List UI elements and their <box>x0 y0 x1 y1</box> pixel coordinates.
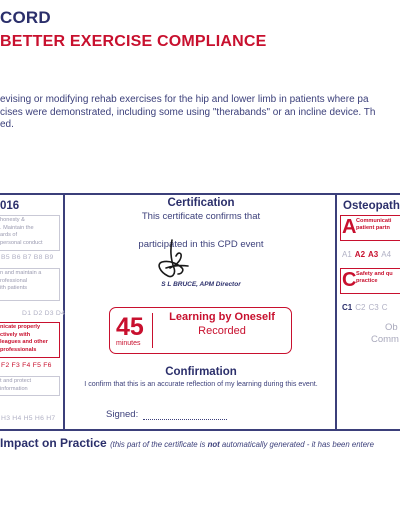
standard-code: C1 <box>342 303 353 312</box>
standard-code: H6 <box>34 415 45 422</box>
standard-b-box <box>0 215 60 251</box>
standard-a-description <box>356 218 391 232</box>
standard-d-line: ith patients <box>0 285 28 292</box>
intro-line-3: ed. <box>0 119 14 130</box>
standard-f-line: leagues and other <box>0 339 48 346</box>
impact-note-emphasis: not <box>207 440 220 449</box>
standard-f-line: nicate properly <box>0 324 41 330</box>
frame-bottom-border <box>0 429 400 431</box>
standard-a-codes <box>342 250 394 259</box>
standard-a-letter: A <box>342 216 357 238</box>
standard-code: D3 <box>44 310 54 317</box>
left-panel-title: 016 <box>0 200 20 212</box>
standard-d-codes <box>22 310 67 317</box>
impact-note-part: (this part of the certificate is <box>110 440 208 449</box>
intro-line-1: evising or modifying rehab exercises for the hip and lower limb in patients where pa <box>0 94 369 105</box>
standard-b-codes <box>1 254 56 261</box>
standard-c-description <box>356 271 393 285</box>
standard-code: A3 <box>368 250 379 259</box>
standard-code: F3 <box>11 362 21 369</box>
frame-right-divider <box>335 193 337 430</box>
signature-icon <box>148 238 196 282</box>
standard-f-line: professionals <box>0 346 37 353</box>
standard-code: A4 <box>381 250 392 259</box>
right-panel-faded-line-2: Comm <box>371 334 399 345</box>
standard-code: B7 <box>22 254 32 261</box>
impact-note-part: automatically generated - it has been entere <box>219 440 374 449</box>
standard-code: C <box>381 303 388 312</box>
signature-line[interactable] <box>143 419 227 420</box>
standard-f-line: ctively with <box>0 331 31 338</box>
learning-divider <box>152 313 153 348</box>
standard-c-codes <box>342 303 390 312</box>
minutes-label: minutes <box>116 340 141 347</box>
standard-code: D4 <box>55 310 66 317</box>
impact-heading <box>0 436 374 450</box>
participated-text: participated in this CPD event <box>138 239 264 250</box>
standard-c-line: practice <box>356 278 378 285</box>
impact-note <box>110 440 374 449</box>
standard-b-line: ards of <box>0 232 18 239</box>
standard-h-codes <box>1 415 57 422</box>
standard-code: F5 <box>32 362 42 369</box>
standard-f-box <box>0 322 60 358</box>
signed-label: Signed: <box>106 409 139 420</box>
frame-top-border <box>0 193 400 195</box>
right-panel-faded-line-1: Ob <box>385 322 398 333</box>
standard-f-codes <box>1 362 54 369</box>
confirmation-title: Confirmation <box>165 366 237 378</box>
confirmation-text: I confirm that this is an accurate reflection of my learning during this event. <box>84 380 318 388</box>
standard-code: C3 <box>368 303 379 312</box>
standard-code: C2 <box>355 303 366 312</box>
minutes-value: 45 <box>116 313 144 341</box>
learning-type: Learning by Oneself <box>169 311 275 323</box>
certification-title: Certification <box>167 197 235 209</box>
signatory-name: S L BRUCE, APM Director <box>161 281 241 288</box>
standard-code: F6 <box>43 362 52 369</box>
standard-a-line: Communicati <box>356 218 392 224</box>
intro-paragraph <box>0 94 400 132</box>
standard-a-line: patient partn <box>356 225 390 232</box>
standard-code: A2 <box>354 250 366 259</box>
standard-c-line: Safety and qu <box>356 271 393 277</box>
standard-code: F4 <box>22 362 31 369</box>
standard-code: H5 <box>23 415 33 422</box>
impact-title: Impact on Practice <box>0 436 107 450</box>
standard-d-line: n and maintain a <box>0 270 42 276</box>
learning-status: Recorded <box>198 325 246 337</box>
document-title: CORD <box>0 8 51 27</box>
certification-subtitle: This certificate confirms that <box>141 211 261 222</box>
standard-code: D1 <box>22 310 32 317</box>
standard-h-line: information <box>0 385 28 392</box>
standard-d-box <box>0 268 60 301</box>
standard-b-line: honesty & <box>0 217 25 223</box>
standard-c-letter: C <box>342 269 357 291</box>
standard-h-line: t and protect <box>0 378 32 384</box>
standard-h-box <box>0 376 60 396</box>
standard-code: H4 <box>12 415 22 422</box>
standard-code: H3 <box>1 415 11 422</box>
standard-code: D2 <box>33 310 43 317</box>
standard-code: H7 <box>46 415 56 422</box>
standard-b-line: . Maintain the <box>0 224 34 231</box>
right-panel-title: Osteopath <box>343 200 400 212</box>
standard-code: B5 <box>1 254 10 261</box>
intro-line-2: cises were demonstrated, including some using "therabands" or an incline device. Th <box>0 106 376 118</box>
standard-code: A1 <box>342 250 352 259</box>
standard-code: B8 <box>33 254 43 261</box>
standard-d-line: rofessional <box>0 277 28 284</box>
standard-code: B9 <box>44 254 54 261</box>
standard-code: B6 <box>11 254 21 261</box>
document-subtitle: BETTER EXERCISE COMPLIANCE <box>0 33 267 50</box>
standard-b-line: personal conduct <box>0 239 43 246</box>
standard-code: F2 <box>1 362 10 369</box>
